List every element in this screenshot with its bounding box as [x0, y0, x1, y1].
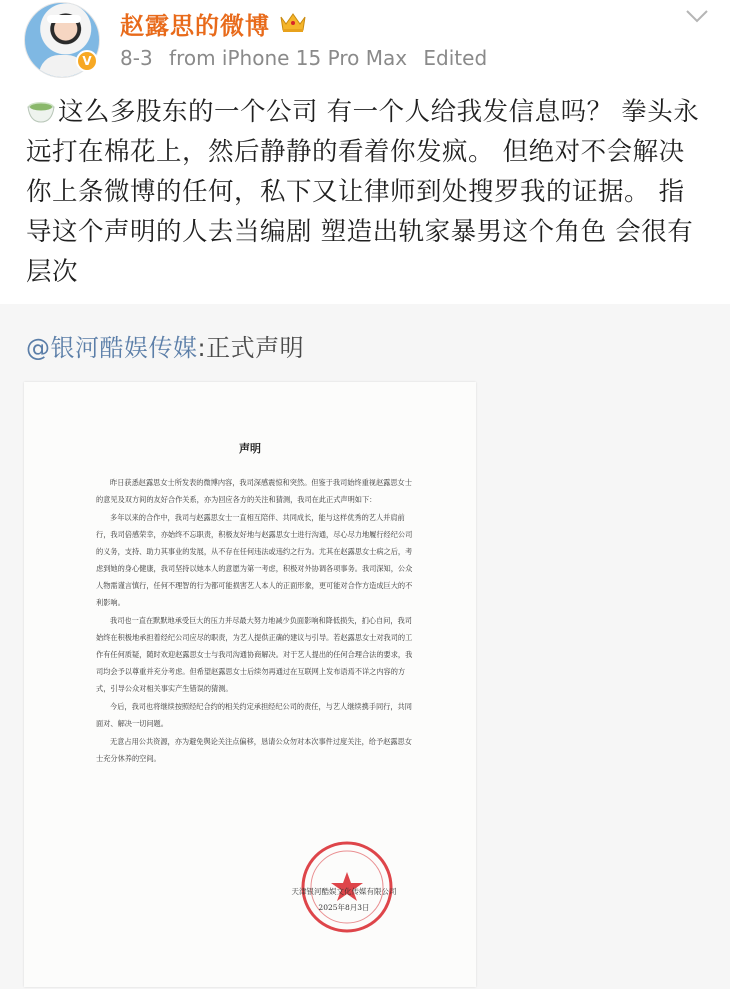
statement-image[interactable]: [24, 382, 476, 987]
post-text: 这么多股东的一个公司 有一个人给我发信息吗？ 拳头永远打在棉花上，然后静静的看着你发疯。 但绝对不会解决你上条微博的任何，私下又让律师到处搜罗我的证据。 指导这个声明的人去当编剧 塑造出轨家暴男这个角色 会很有层次: [26, 97, 700, 287]
repost-title-text: :正式声明: [197, 334, 305, 362]
crown-icon[interactable]: [278, 10, 308, 34]
username[interactable]: 赵露思的微博: [120, 12, 270, 40]
repost-account-link[interactable]: @银河酷娱传媒: [26, 334, 198, 362]
post-meta: [120, 46, 497, 70]
post-source: from iPhone 15 Pro Max: [169, 46, 408, 70]
statement-paragraph: 多年以来的合作中，我司与赵露思女士一直相互陪伴、共同成长，能与这样优秀的艺人并肩前行，我司倍感荣幸，亦始终不忘职责，积极友好地与赵露思女士进行沟通，尽心尽力地履行经纪公司的义务，支持、助力其事业的发展，从不存在任何违法或违约之行为。尤其在赵露思女士病之后，考虑到她的身心健康，我司坚持以她本人的意愿为第一考虑，积极对外协调各项事务。我司深知，公众人物需谨言慎行，任何不理智的行为都可能损害艺人本人的正面形象，更可能对合作方造成巨大的不利影响。: [96, 513, 413, 607]
statement-signature: [264, 884, 424, 916]
tea-emoji-icon: [26, 95, 56, 125]
statement-paragraph: 昨日获悉赵露思女士所发表的微博内容，我司深感震惊和突然。但鉴于我司始终重视赵露思女士的意见及双方间的友好合作关系，亦为回应各方的关注和猜测，我司在此正式声明如下：: [96, 478, 412, 504]
statement-paragraph: 我司也一直在默默地承受巨大的压力并尽最大努力地减少负面影响和降低损失，扪心自问，我司始终在积极地承担着经纪公司应尽的职责，为艺人提供正确的建议与引导。若赵露思女士对我司的工作有任何质疑，随时欢迎赵露思女士与我司沟通协商解决。对于艺人提出的任何合理合法的要求，我司均会予以尊重并充分考虑。但希望赵露思女士后续勿再通过在互联网上发布语焉不详之内容的方式，引导公众对相关事实产生错误的猜测。: [96, 616, 413, 693]
repost-card[interactable]: [0, 304, 730, 989]
statement-paragraph: 无意占用公共资源，亦为避免舆论关注点偏移，恳请公众勿对本次事件过度关注，给予赵露思女士充分休养的空间。: [96, 737, 412, 763]
statement-body: [96, 474, 414, 768]
chevron-down-icon[interactable]: [684, 6, 710, 26]
statement-paragraph: 今后，我司也将继续按照经纪合约的相关约定承担经纪公司的责任，与艺人继续携手同行，共同面对、解决一切问题。: [96, 702, 412, 728]
post-header: [0, 0, 730, 90]
statement-title: 声明: [239, 442, 261, 455]
post-text-block: [26, 92, 708, 292]
post-date: 8-3: [120, 46, 153, 70]
signature-date: 2025年8月3日: [318, 903, 370, 912]
signature-company: 天津银河酷娱文化传媒有限公司: [291, 887, 397, 896]
repost-title[interactable]: [26, 328, 304, 363]
avatar-visor: [47, 15, 81, 23]
edited-label[interactable]: Edited: [423, 46, 488, 70]
verified-badge-icon: V: [76, 50, 98, 72]
